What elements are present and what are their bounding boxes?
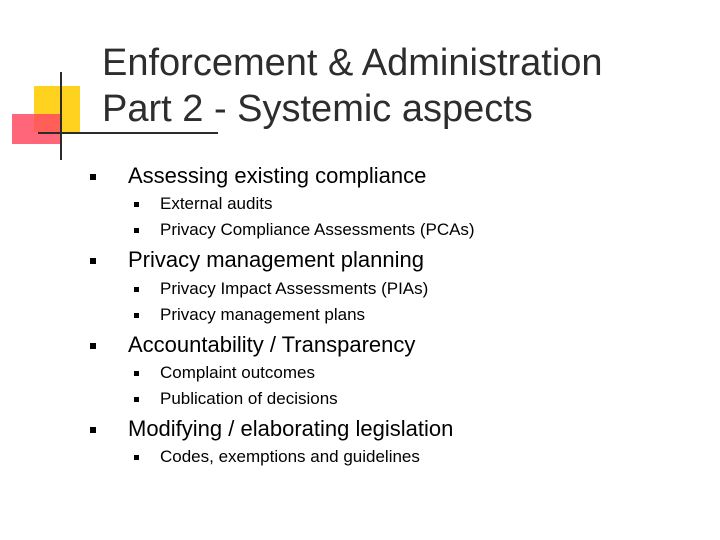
square-bullet-icon [90,343,96,349]
sub-bullet-text: Complaint outcomes [160,363,315,382]
sub-bullet-item [160,220,475,240]
square-bullet-icon [134,371,139,376]
bullet-text: Privacy management planning [128,247,424,272]
bullet-text: Accountability / Transparency [128,332,416,357]
decorative-red-block [12,114,62,144]
square-bullet-icon [134,397,139,402]
sub-bullet-text: Codes, exemptions and guidelines [160,447,420,466]
sub-bullet-item [160,279,428,299]
bullet-item [128,416,453,442]
bullet-item [128,247,424,273]
sub-bullet-text: Privacy Impact Assessments (PIAs) [160,279,429,298]
bullet-item [128,163,426,189]
slide-title [102,40,702,132]
sub-bullet-item [160,447,420,467]
square-bullet-icon [134,202,139,207]
square-bullet-icon [90,427,96,433]
title-line-2: Part 2 - Systemic aspects [102,88,533,130]
bullet-text: Assessing existing compliance [128,163,427,188]
bullet-item [128,332,415,358]
square-bullet-icon [134,313,139,318]
square-bullet-icon [90,258,96,264]
sub-bullet-text: Privacy management plans [160,305,366,324]
sub-bullet-item [160,389,338,409]
sub-bullet-item [160,305,365,325]
sub-bullet-text: External audits [160,194,273,213]
sub-bullet-text: Privacy Compliance Assessments (PCAs) [160,220,475,239]
title-line-1: Enforcement & Administration [102,42,603,84]
bullet-text: Modifying / elaborating legislation [128,416,454,441]
square-bullet-icon [134,287,139,292]
decorative-horizontal-line [38,132,218,134]
sub-bullet-text: Publication of decisions [160,389,338,408]
sub-bullet-item [160,363,315,383]
square-bullet-icon [134,228,139,233]
decorative-vertical-line [60,72,62,160]
square-bullet-icon [134,455,139,460]
square-bullet-icon [90,174,96,180]
sub-bullet-item [160,194,272,214]
